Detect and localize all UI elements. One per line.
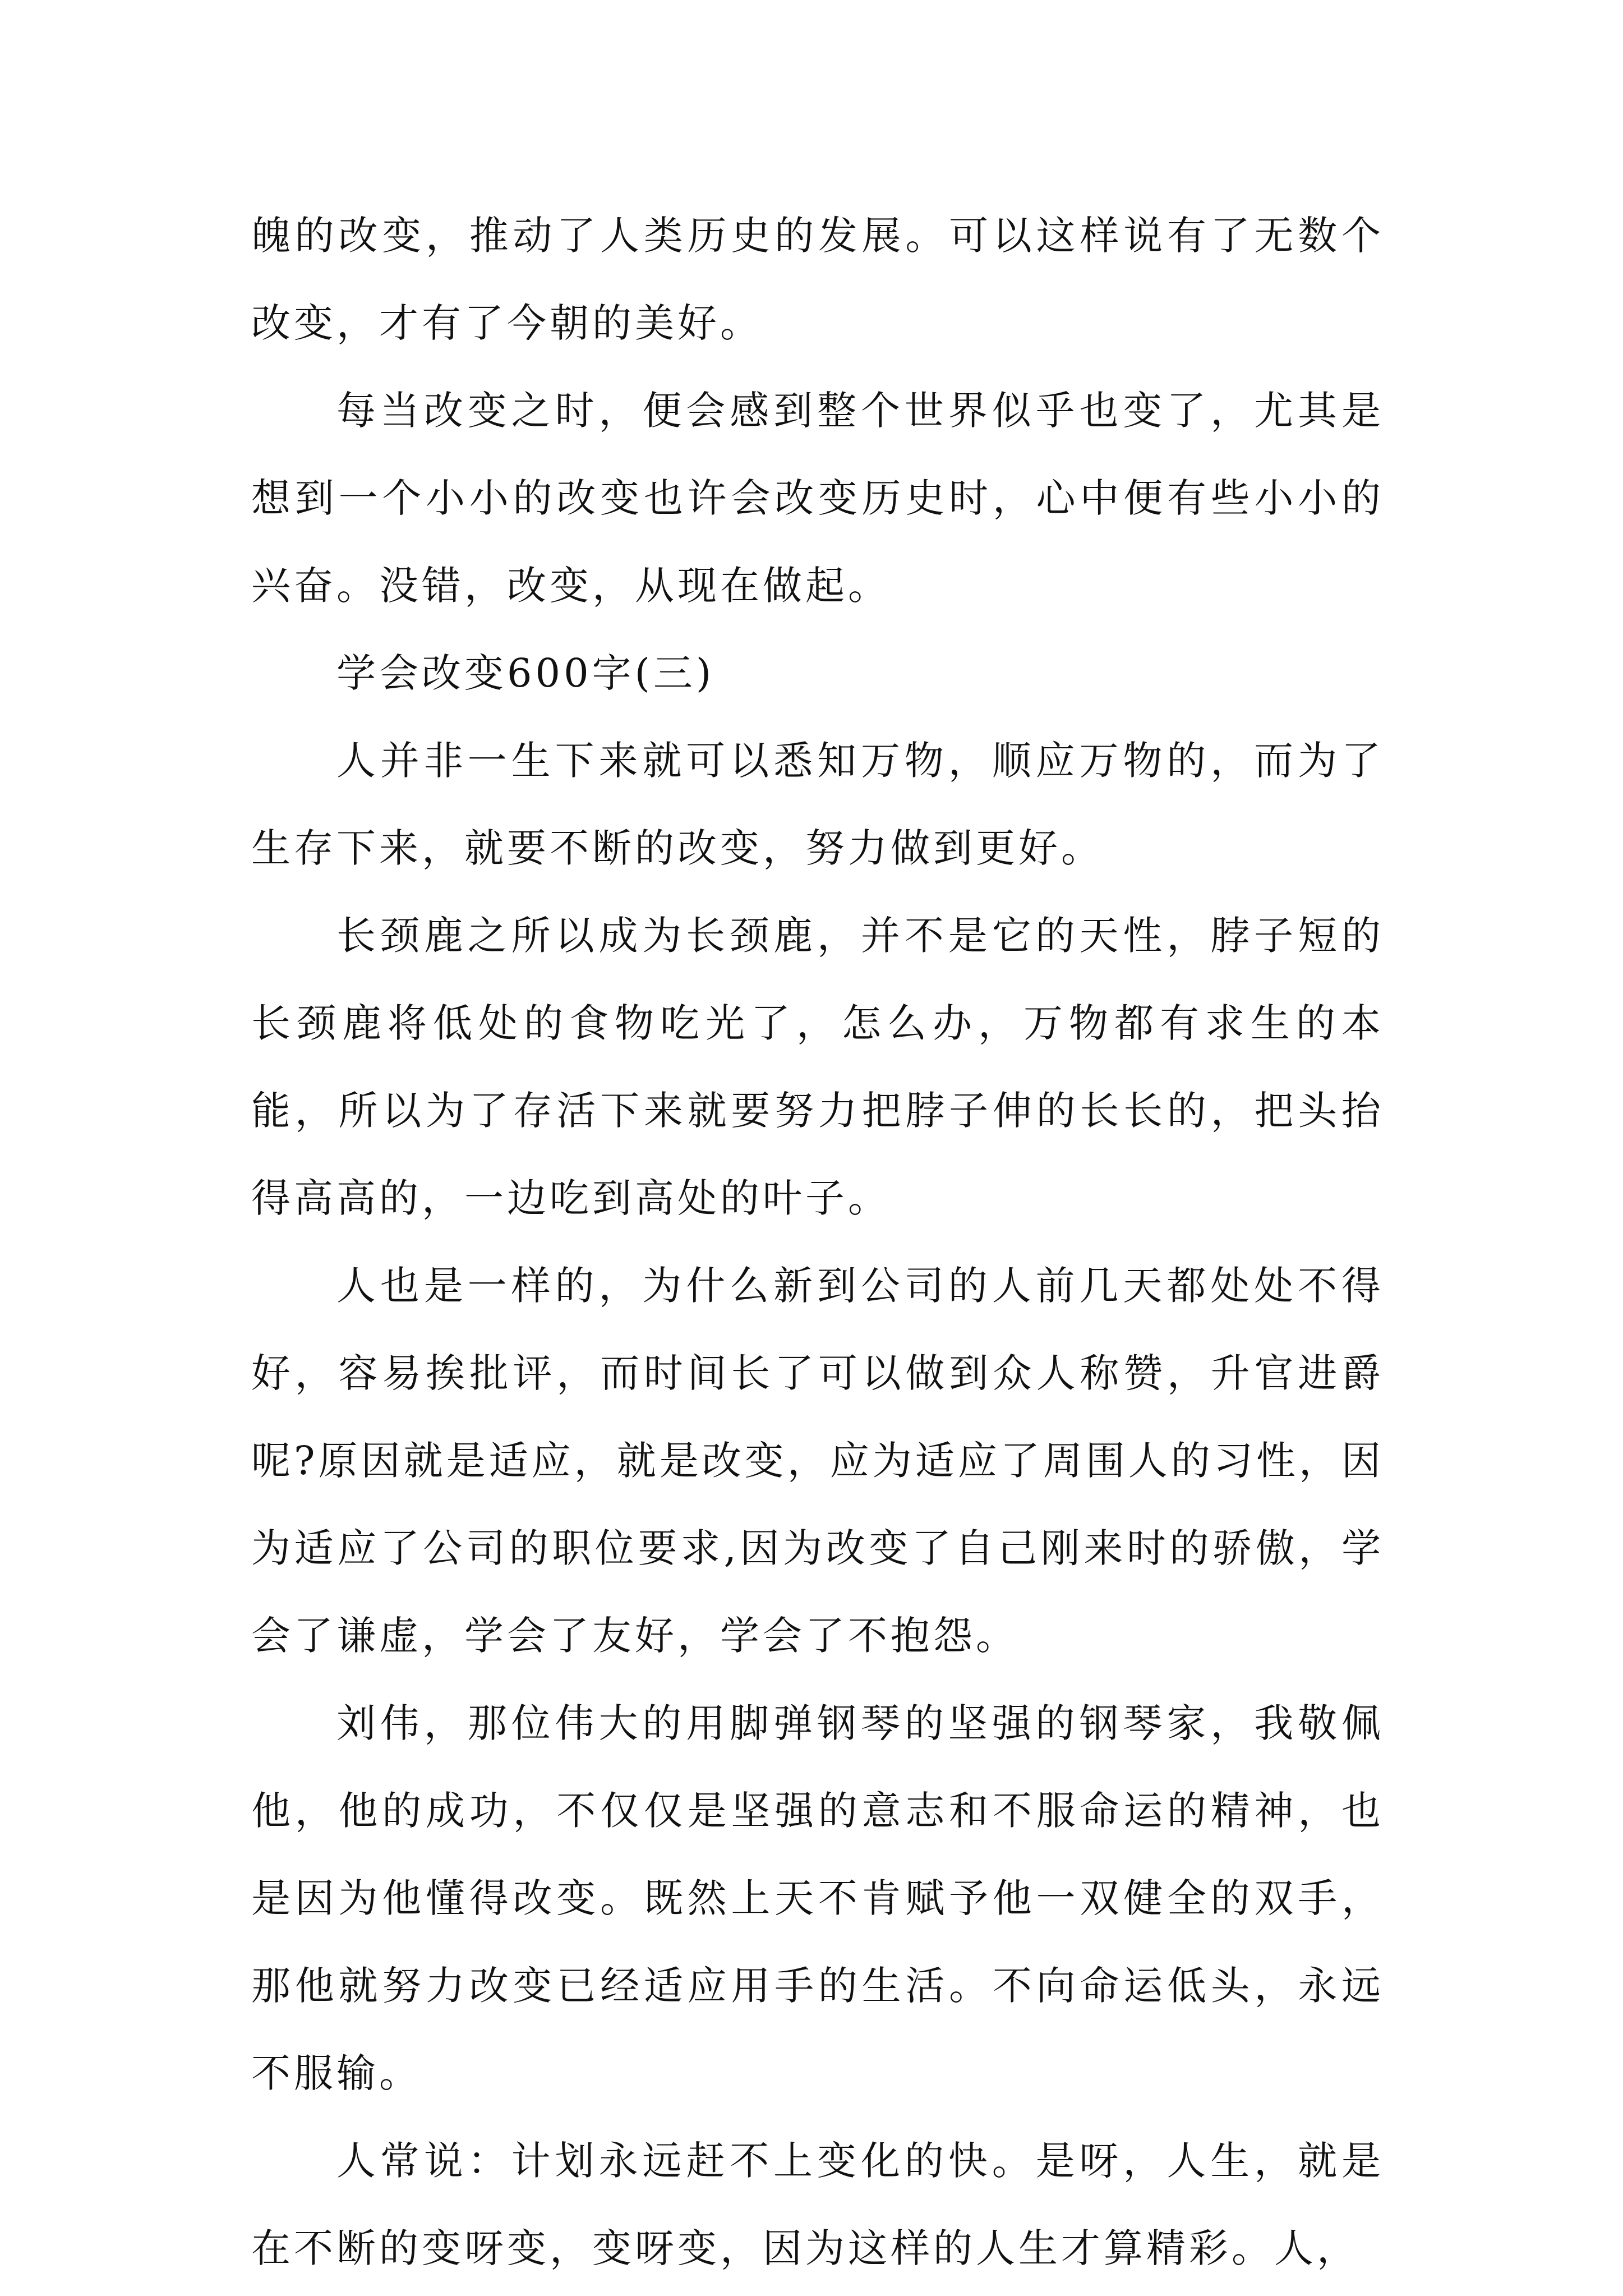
section-heading: 学会改变600字(三) [336,650,715,696]
paragraph-8: 人常说：计划永远赶不上变化的快。是呀，人生，就是在不断的变呀变，变呀变，因为这样的人生才算精彩。人， [251,2138,1384,2271]
document-body [251,192,1384,2292]
paragraph-1: 魄的改变，推动了人类历史的发展。可以这样说有了无数个改变，才有了今朝的美好。 [251,213,1384,346]
paragraph-7: 刘伟，那位伟大的用脚弹钢琴的坚强的钢琴家，我敬佩他，他的成功，不仅仅是坚强的意志和不服命运的精神，也是因为他懂得改变。既然上天不肯赋予他一双健全的双手，那他就努力改变已经适应用手的生活。不向命运低头，永远不服输。 [251,1700,1384,2096]
paragraph-4: 人并非一生下来就可以悉知万物，顺应万物的，而为了生存下来，就要不断的改变，努力做到更好。 [251,738,1384,871]
paragraph-2: 每当改变之时，便会感到整个世界似乎也变了，尤其是想到一个小小的改变也许会改变历史时，心中便有些小小的兴奋。没错，改变，从现在做起。 [251,388,1384,609]
paragraph-6: 人也是一样的，为什么新到公司的人前几天都处处不得好，容易挨批评，而时间长了可以做到众人称赞，升官进爵呢?原因就是适应，就是改变，应为适应了周围人的习性，因为适应了公司的职位要求,因为改变了自己刚来时的骄傲，学会了谦虚，学会了友好，学会了不抱怨。 [251,1263,1384,1659]
paragraph-5: 长颈鹿之所以成为长颈鹿，并不是它的天性，脖子短的长颈鹿将低处的食物吃光了，怎么办，万物都有求生的本能，所以为了存活下来就要努力把脖子伸的长长的，把头抬得高高的，一边吃到高处的叶子。 [251,913,1384,1221]
